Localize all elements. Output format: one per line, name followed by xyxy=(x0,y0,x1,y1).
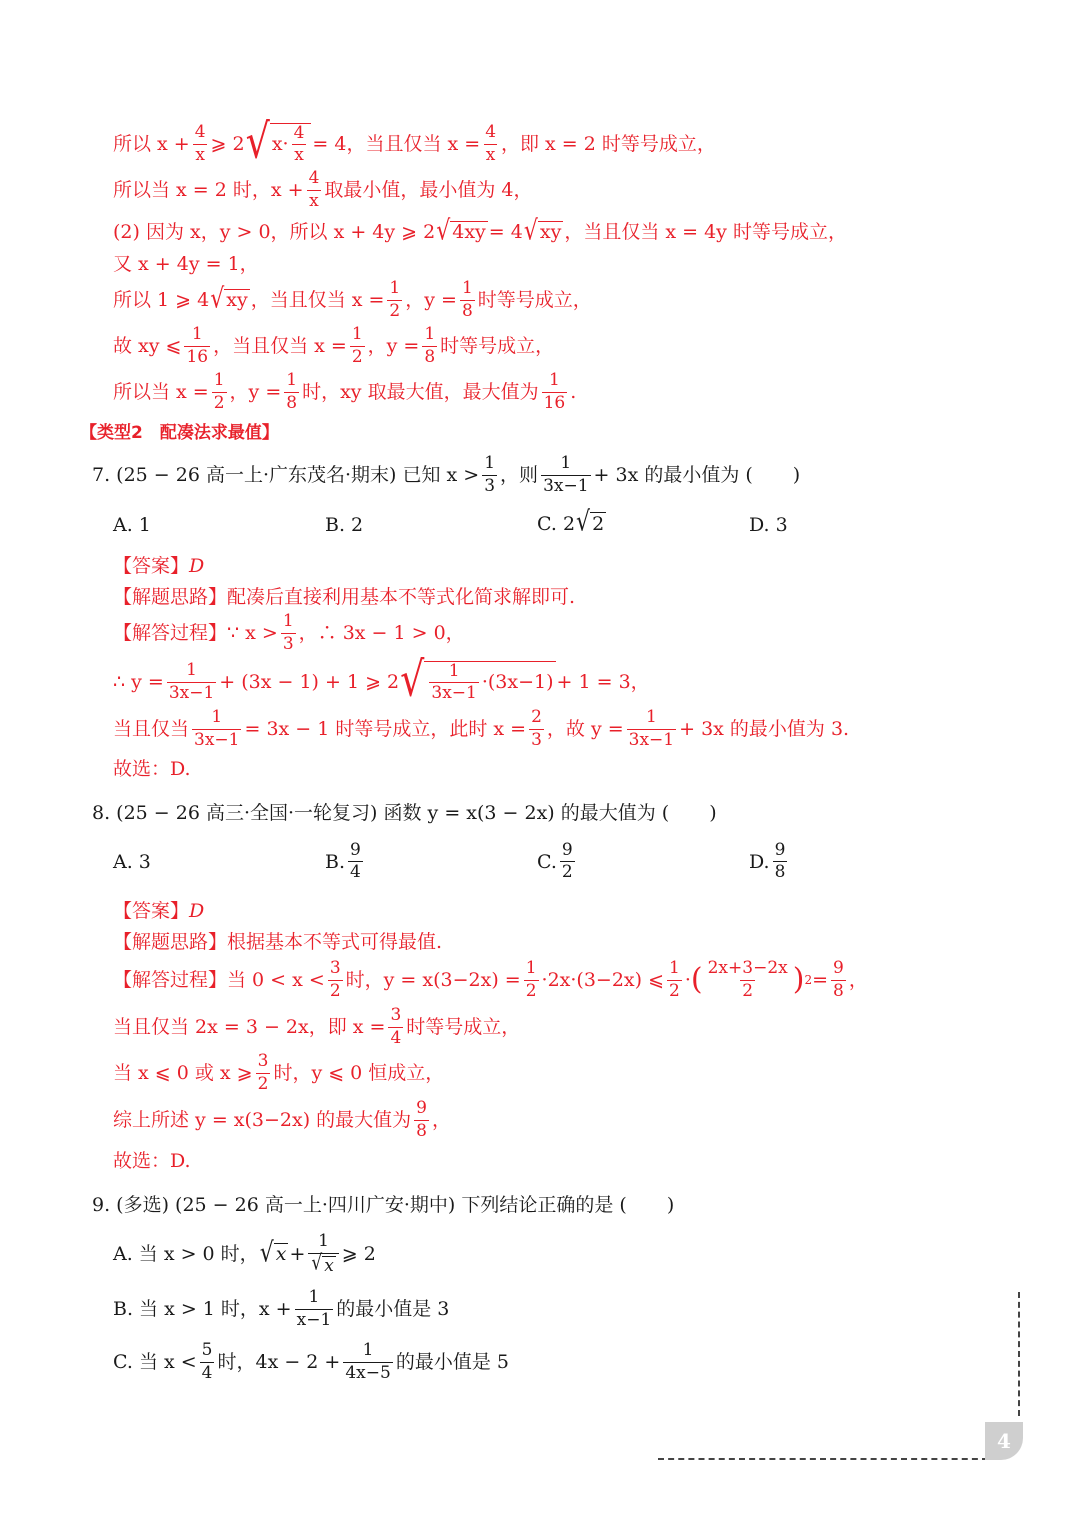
text: 当 x ⩽ 0 或 x ⩾ xyxy=(113,1061,253,1084)
idea-tag: 【解题思路】 xyxy=(113,585,228,608)
text: 取最小值，最小值为 4， xyxy=(324,178,533,201)
numerator: 1 xyxy=(286,370,298,391)
numerator: 1 xyxy=(484,453,496,474)
text: (2) 因为 x，y > 0，所以 x + 4y ⩾ 2 xyxy=(113,220,436,243)
text: = 4，当且仅当 x = xyxy=(312,132,481,155)
text: 故 xy ⩽ xyxy=(113,334,182,357)
solution-line xyxy=(113,113,716,169)
text: ，故 y = xyxy=(546,717,624,740)
text: ，即 x = 2 时等号成立， xyxy=(501,132,716,155)
text: ) xyxy=(709,801,717,824)
option-a[interactable] xyxy=(113,851,151,873)
denominator: 2 xyxy=(213,392,225,413)
numerator: 3 xyxy=(390,1005,402,1026)
option-c[interactable] xyxy=(537,506,607,538)
answer-tag: 【答案】 xyxy=(113,899,190,922)
denominator: 8 xyxy=(416,1120,427,1141)
square-root: √ x xyxy=(311,1250,334,1276)
denominator: 3x−1 xyxy=(194,729,240,750)
idea-line xyxy=(113,586,575,608)
option-b[interactable] xyxy=(113,1288,449,1330)
square-root: √ 4xy xyxy=(436,215,486,247)
text: ，则 xyxy=(500,463,539,486)
denominator: 8 xyxy=(833,980,844,1001)
option-d[interactable] xyxy=(749,514,788,536)
fraction xyxy=(483,123,498,164)
fraction xyxy=(281,612,296,653)
text: ·2x·(3−2x) ⩽ xyxy=(541,968,665,991)
denominator: 2 xyxy=(329,980,341,1001)
denominator: 3x−1 xyxy=(168,682,215,703)
denominator: 2 xyxy=(525,980,537,1001)
numerator: 9 xyxy=(561,840,573,860)
numerator: 1 xyxy=(548,370,560,391)
text: 时等号成立， xyxy=(440,334,555,357)
process-tag: 【解答过程】 xyxy=(113,621,228,644)
denominator: 2 xyxy=(351,346,363,367)
radicand: x xyxy=(324,1255,334,1276)
fraction xyxy=(308,1232,338,1275)
numerator: 1 xyxy=(213,370,225,391)
numerator: 4 xyxy=(485,122,497,143)
text: ，当且仅当 x = 4y 时等号成立， xyxy=(564,220,847,243)
fraction xyxy=(387,279,402,320)
text: 故选：D. xyxy=(113,1149,191,1172)
solution-line xyxy=(113,280,592,320)
text: 9. (多选) (25 − 26 高一上·四川广安·期中) 下列结论正确的是 ( xyxy=(92,1193,627,1216)
fraction xyxy=(212,371,227,412)
answer-value: D xyxy=(189,554,205,577)
numerator: 1 xyxy=(186,660,197,681)
denominator: x xyxy=(294,145,304,165)
text: 当 0 < x < xyxy=(227,968,325,991)
process-line xyxy=(113,1099,451,1141)
fraction xyxy=(706,959,790,1000)
denominator: 8 xyxy=(461,300,473,321)
denominator: 3 xyxy=(282,633,294,654)
text: = 3x − 1 时等号成立，此时 x = xyxy=(244,717,527,740)
text: 时，y = x(3−2x) = xyxy=(345,968,521,991)
answer-line xyxy=(113,555,204,577)
fraction xyxy=(529,708,544,749)
text: 8. (25 − 26 高三·全国·一轮复习) 函数 y = x(3 − 2x) 的最大值为 ( xyxy=(92,801,670,824)
option-a[interactable] xyxy=(113,1232,376,1276)
process-line xyxy=(113,1052,444,1094)
text: 的最小值是 5 xyxy=(395,1350,509,1373)
heading-text: 【类型2 配凑法求最值】 xyxy=(80,422,279,443)
idea-tag: 【解题思路】 xyxy=(113,930,228,953)
text: 时等号成立， xyxy=(406,1015,521,1038)
text: + xyxy=(289,1242,306,1265)
page-number-text: 4 xyxy=(997,1429,1011,1453)
text: ， xyxy=(848,968,868,991)
radicand: x xyxy=(275,1243,287,1265)
fraction xyxy=(295,1288,334,1329)
text: 时，4x − 2 + xyxy=(217,1350,341,1373)
numerator: 4 xyxy=(194,122,206,143)
denominator: 3x−1 xyxy=(431,683,477,703)
fraction xyxy=(627,708,676,749)
fraction xyxy=(460,279,475,320)
solution-line xyxy=(113,170,533,210)
text: ，y = xyxy=(405,288,457,311)
denominator: 2 xyxy=(561,862,573,883)
numerator: 1 xyxy=(211,707,223,728)
numerator: 2 xyxy=(531,707,542,728)
fraction xyxy=(560,841,575,882)
fraction xyxy=(193,123,208,164)
text: · xyxy=(684,968,691,991)
numerator: 1 xyxy=(669,958,680,979)
numerator: 2x+3−2x xyxy=(707,958,788,979)
option-label: D. 3 xyxy=(749,514,788,536)
solution-line xyxy=(113,252,259,276)
text: ， xyxy=(432,1108,452,1131)
text: ) xyxy=(666,1193,675,1216)
text: = xyxy=(812,968,829,991)
process-line xyxy=(113,651,650,707)
solution-line xyxy=(113,372,576,412)
option-label: A. 1 xyxy=(113,514,151,536)
text: 7. (25 − 26 高一上·广东茂名·期末) 已知 x > xyxy=(92,463,480,486)
fraction xyxy=(192,708,241,749)
fraction xyxy=(167,661,216,702)
text: x· xyxy=(271,133,289,155)
denominator: 2 xyxy=(389,300,401,321)
denominator: 16 xyxy=(543,392,566,413)
question-7-stem xyxy=(92,455,800,495)
option-label: B. xyxy=(325,850,346,873)
fraction xyxy=(256,1052,271,1093)
text: ，y = xyxy=(367,334,420,357)
exponent: 2 xyxy=(804,973,813,987)
answer-value: D xyxy=(189,899,205,922)
page-border-dashed-vertical xyxy=(1018,1292,1020,1416)
denominator: 3 xyxy=(484,475,496,496)
process-line xyxy=(113,1006,520,1048)
numerator: 1 xyxy=(362,1340,374,1361)
numerator: 1 xyxy=(525,958,537,979)
text: ) xyxy=(792,463,801,486)
option-label: B. 2 xyxy=(325,514,364,536)
option-label: A. 3 xyxy=(113,851,151,873)
process-line xyxy=(113,758,191,780)
numerator: 1 xyxy=(424,324,436,345)
numerator: 1 xyxy=(389,278,401,299)
text: ，∴ 3x − 1 > 0， xyxy=(298,621,465,644)
numerator: 4 xyxy=(293,122,305,143)
numerator: 1 xyxy=(191,324,203,345)
text: 时，xy 取最大值，最大值为 xyxy=(302,380,539,403)
denominator: 8 xyxy=(286,392,298,413)
text: 当且仅当 2x = 3 − 2x，即 x = xyxy=(113,1015,386,1038)
text: 当且仅当 xyxy=(113,717,190,740)
text: 所以 x + xyxy=(113,132,190,155)
square-root: √ xy xyxy=(523,215,562,247)
fraction xyxy=(429,662,478,703)
page-number xyxy=(985,1422,1023,1460)
fraction xyxy=(542,371,568,412)
text: 故选：D. xyxy=(113,757,191,780)
fraction xyxy=(831,959,846,1000)
fraction xyxy=(348,841,363,882)
text: = 4 xyxy=(488,220,523,243)
idea-text: 配凑后直接利用基本不等式化简求解即可. xyxy=(227,585,576,608)
text: 的最小值是 3 xyxy=(336,1297,450,1320)
numerator: 3 xyxy=(329,958,341,979)
text: 所以 1 ⩾ 4 xyxy=(113,288,210,311)
option-b[interactable] xyxy=(325,514,363,536)
numerator: 1 xyxy=(351,324,363,345)
question-8-stem xyxy=(92,801,717,825)
denominator: 8 xyxy=(424,346,436,367)
radicand: 4xy xyxy=(452,221,486,243)
option-label: A. 当 x > 0 时， xyxy=(113,1242,259,1265)
text: ，当且仅当 x = xyxy=(250,288,385,311)
radicand: 2 xyxy=(592,513,605,535)
denominator: x xyxy=(485,144,496,165)
denominator: 3 xyxy=(531,729,542,750)
numerator: 9 xyxy=(416,1098,427,1119)
text: ·(3x−1) xyxy=(481,671,554,693)
numerator: 4 xyxy=(308,168,320,189)
numerator: 1 xyxy=(318,1231,329,1252)
option-label: D. xyxy=(749,850,770,873)
text: ，当且仅当 x = xyxy=(213,334,347,357)
denominator: 3x−1 xyxy=(628,729,675,750)
radicand: xy xyxy=(226,289,248,311)
fraction xyxy=(200,1341,215,1382)
text: ∵ x > xyxy=(227,621,278,644)
denominator: 16 xyxy=(186,346,209,367)
idea-line xyxy=(113,931,442,953)
fraction xyxy=(422,325,437,366)
text: + 3x 的最小值为 ( xyxy=(593,463,753,486)
denominator: 8 xyxy=(774,862,786,883)
denominator: x xyxy=(309,190,319,211)
text: 综上所述 y = x(3−2x) 的最大值为 xyxy=(113,1108,412,1131)
text: ⩾ 2 xyxy=(210,132,245,155)
fraction xyxy=(524,959,539,1000)
text: 所以当 x = 2 时，x + xyxy=(113,178,304,201)
numerator: 1 xyxy=(461,278,473,299)
denominator: 3x−1 xyxy=(543,475,589,496)
numerator: 1 xyxy=(282,611,294,632)
square-root: √ 2 xyxy=(576,506,605,538)
process-line xyxy=(113,708,849,750)
fraction xyxy=(284,371,299,412)
fraction xyxy=(328,959,343,1000)
numerator: 1 xyxy=(308,1287,320,1308)
square-root: √ $\frac{1}{3x-1}$ ·(3x−1) xyxy=(400,651,554,707)
answer-line xyxy=(113,900,204,922)
text: 所以当 x = xyxy=(113,380,209,403)
text: + (3x − 1) + 1 ⩾ 2 xyxy=(219,670,400,693)
numerator: 1 xyxy=(560,453,572,474)
fraction xyxy=(292,124,307,165)
fraction xyxy=(414,1099,429,1140)
process-tag: 【解答过程】 xyxy=(113,968,228,991)
numerator: 1 xyxy=(645,707,657,728)
section-heading xyxy=(80,422,279,444)
option-label: C. xyxy=(537,850,557,873)
denominator: 4x−5 xyxy=(345,1362,391,1383)
text: 时等号成立， xyxy=(477,288,592,311)
numerator: 5 xyxy=(201,1340,213,1361)
fraction xyxy=(541,454,590,495)
fraction xyxy=(482,454,497,495)
fraction xyxy=(184,325,210,366)
text: ，y = xyxy=(229,380,282,403)
option-a[interactable] xyxy=(113,514,151,536)
denominator: 4 xyxy=(390,1027,402,1048)
text: + 3x 的最小值为 3. xyxy=(679,717,850,740)
option-label: C. 当 x < xyxy=(113,1350,197,1373)
text: . xyxy=(570,380,577,403)
denominator: x xyxy=(195,144,205,165)
text: 又 x + 4y = 1， xyxy=(113,252,259,275)
square-root: √ xy xyxy=(210,283,248,315)
option-d[interactable] xyxy=(749,841,790,882)
text: + 1 = 3， xyxy=(556,670,650,693)
option-label: C. 2 xyxy=(537,512,576,535)
option-c[interactable] xyxy=(113,1340,509,1384)
text: 时，y ⩽ 0 恒成立， xyxy=(273,1061,445,1084)
square-root: √ x xyxy=(259,1237,287,1269)
answer-tag: 【答案】 xyxy=(113,554,190,577)
text: ⩾ 2 xyxy=(341,1242,376,1265)
option-b[interactable] xyxy=(325,841,366,882)
option-label: B. 当 x > 1 时，x + xyxy=(113,1297,292,1320)
fraction xyxy=(350,325,365,366)
process-line: 【解答过程】 当 0 < x < $\frac{3}{2}$ 时，y = x(3−2x) = $\frac{1}{2}$ ·2x·(3−2x) ⩽ $\frac{1}{2}$ · ( $\frac{2x+3-2x}{2}$ ) 2 = $\frac{9}{8}$ ， xyxy=(113,958,868,1001)
fraction xyxy=(773,841,788,882)
square-root: √ x· $\frac{4}{x}$ xyxy=(246,123,312,165)
numerator: 1 xyxy=(448,660,460,681)
process-line xyxy=(113,1150,191,1172)
solution-line xyxy=(113,215,847,247)
denominator: 4 xyxy=(201,1362,213,1383)
idea-text: 根据基本不等式可得最值. xyxy=(227,930,443,953)
fraction xyxy=(667,959,682,1000)
denominator: 4 xyxy=(350,862,361,883)
question-9-stem xyxy=(92,1193,674,1217)
fraction xyxy=(343,1341,392,1382)
solution-line xyxy=(113,326,554,366)
numerator: 9 xyxy=(774,840,786,860)
denominator: 2 xyxy=(742,980,754,1001)
denominator: 2 xyxy=(669,980,680,1001)
numerator: 9 xyxy=(350,840,361,860)
fraction xyxy=(388,1006,403,1047)
denominator: 2 xyxy=(257,1073,269,1094)
fraction xyxy=(307,169,322,210)
denominator: x−1 xyxy=(296,1309,332,1330)
numerator: 3 xyxy=(257,1051,269,1072)
text: ∴ y = xyxy=(113,670,164,693)
process-line xyxy=(113,612,465,654)
radicand: xy xyxy=(539,221,562,243)
option-c[interactable] xyxy=(537,841,578,882)
page-border-dashed-horizontal xyxy=(658,1458,988,1460)
numerator: 9 xyxy=(833,958,844,979)
